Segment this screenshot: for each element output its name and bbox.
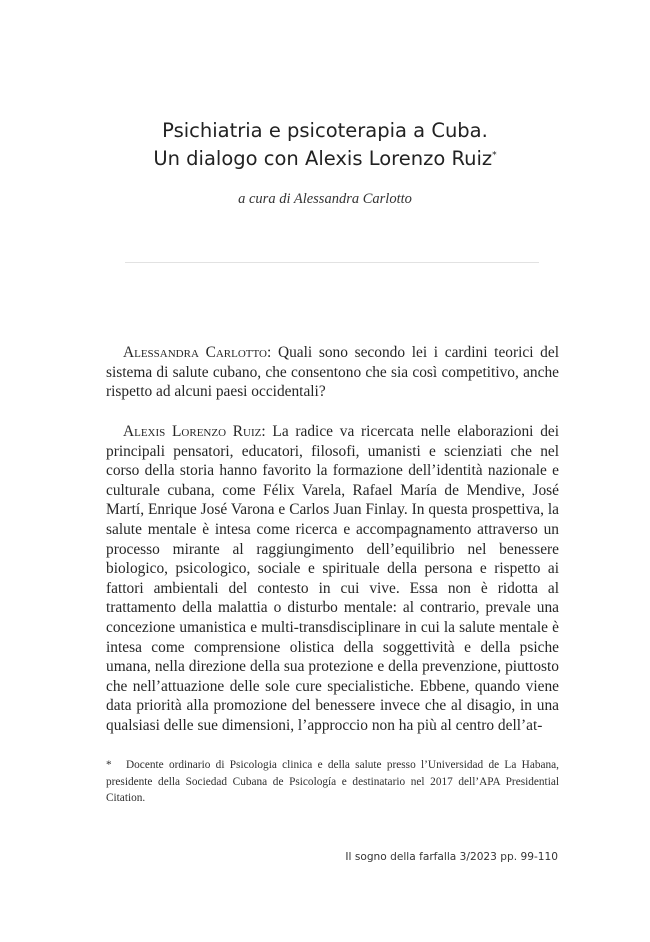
title-line-1: Psichiatria e psicoterapia a Cuba. (162, 119, 488, 142)
journal-citation: Il sogno della farfalla 3/2023 pp. 99-110 (345, 851, 558, 863)
footnote (106, 757, 559, 807)
dialogue-answer-1: Alexis Lorenzo Ruiz: La radice va ricercata nelle elaborazioni dei principali pensatori, educatori, filosofi, umanisti e scienziati che nel corso della storia hanno favorito la formazione dell’identità nazionale e culturale cubana, come Félix Varela, Rafael María de Mendive, José Martí, Enrique José Varona e Carlos Juan Finlay. In questa prospettiva, la salute mentale è intesa come ricerca e accompagnamento attraverso un processo mirante al raggiungimento dell’equilibrio nel benessere biologico, psicologico, sociale e spirituale della persona e rispetto ai fattori ambientali del contesto in cui vive. Essa non è ridotta al trattamento della malattia o disturbo mentale: al contrario, prevale una concezione umanistica e multi-transdisciplinare in cui la salute mentale è intesa come comprensione olistica della soggettività e della psiche umana, nella direzione della sua protezione e della prevenzione, piuttosto che nell’attuazione delle sole cure specialistiche. Ebbene, quando viene data priorità alla promozione del benessere invece che al disagio, in una qualsiasi delle sue dimensioni, l’approccio non ha più al centro dell’at- (106, 423, 560, 734)
speaker-name: Alexis Lorenzo Ruiz (123, 423, 262, 440)
title-footnote-mark: * (492, 150, 497, 161)
dialogue-text: Quali sono secondo lei i cardini teorici del sistema di salute cubano, che consentono che sia così competitivo, anche rispetto ad alcuni paesi occidentali? (106, 344, 559, 401)
speaker-name: Alessandra Carlotto (123, 344, 267, 361)
article-editor: a cura di Alessandra Carlotto (238, 191, 412, 207)
title-line-2: Un dialogo con Alexis Lorenzo Ruiz* (153, 147, 497, 170)
dialogue-text: La radice va ricercata nelle elaborazioni dei principali pensatori, educatori, filosofi, umanisti e scienziati che nel corso della storia hanno favorito la formazione dell’identità nazionale e culturale cubana, come Félix Varela, Rafael María de Mendive, José Martí, Enrique José Varona e Carlos Juan Finlay. In questa prospettiva, la salute mentale è intesa come ricerca e accompagnamento attraverso un processo mirante al raggiungimento dell’equilibrio nel benessere biologico, psicologico, sociale e spirituale della persona e rispetto ai fattori ambientali del contesto in cui vive. Essa non è ridotta al trattamento della malattia o disturbo mentale: al contrario, prevale una concezione umanistica e multi-transdisciplinare in cui la salute mentale è intesa come comprensione olistica della soggettività e della psiche umana, nella direzione della sua protezione e della prevenzione, piuttosto che nell’attuazione delle sole cure specialistiche. Ebbene, quando viene data priorità alla promozione del benessere invece che al disagio, in una qualsiasi delle sue dimensioni, l’approccio non ha più al centro dell’at- (106, 423, 560, 734)
article-title (100, 117, 550, 173)
dialogue-question-1: Alessandra Carlotto: Quali sono secondo lei i cardini teorici del sistema di salute cubano, che consentono che sia così competitivo, anche rispetto ad alcuni paesi occidentali? (106, 344, 559, 401)
footnote-mark: * (106, 759, 112, 771)
footnote-text: Docente ordinario di Psicologia clinica e della salute presso l’Universidad de La Habana, presidente della Sociedad Cubana de Psicología e destinatario nel 2017 dell’APA Presidential Citation. (106, 759, 559, 804)
title-divider (125, 262, 539, 263)
